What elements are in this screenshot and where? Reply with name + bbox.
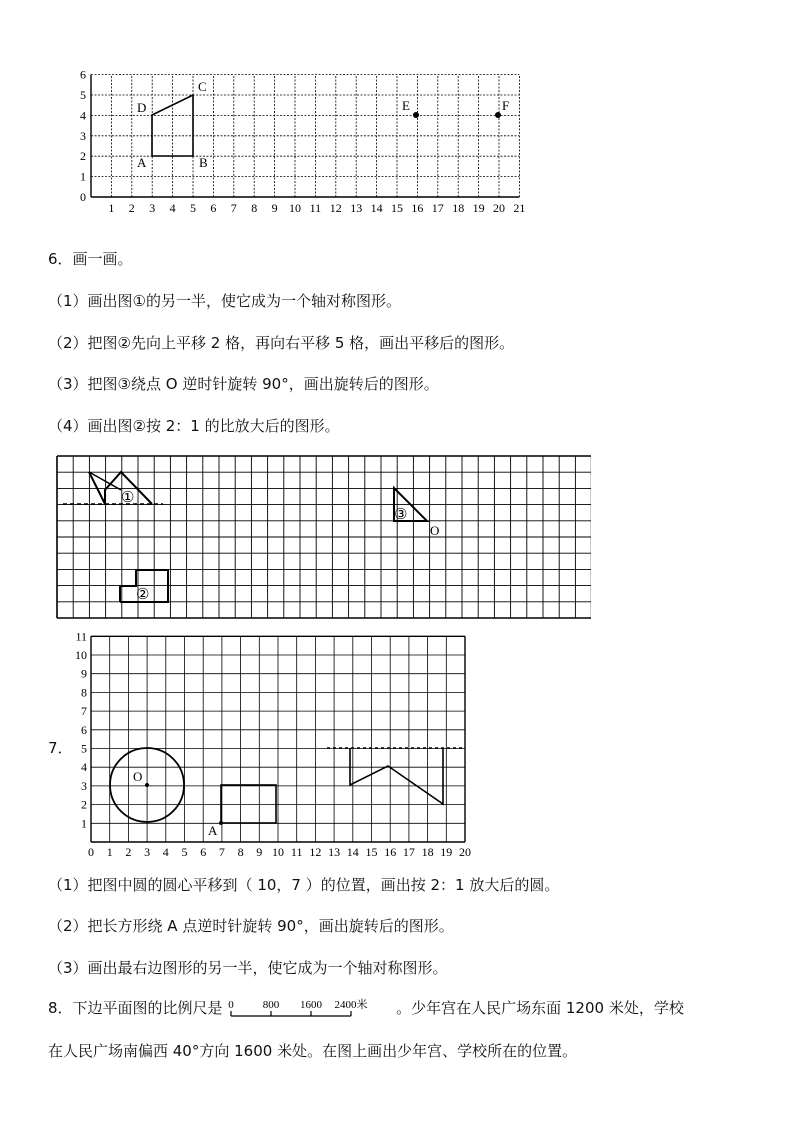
x-tick-label: 18: [421, 845, 434, 859]
y-tick-label: 11: [75, 630, 87, 644]
x-tick-label: 7: [218, 845, 225, 859]
y-tick-label: 1: [80, 169, 86, 184]
x-tick-label: 3: [149, 201, 156, 215]
shape-2-label: ②: [136, 587, 150, 603]
point-a-label: A: [208, 823, 218, 838]
y-tick-label: 6: [80, 67, 86, 82]
q7-item-1: （1）把图中圆的圆心平移到（ 10，7 ）的位置，画出按 2：1 放大后的圆。: [48, 876, 560, 894]
q6-item-4: （4）画出图②按 2：1 的比放大后的图形。: [48, 417, 340, 435]
x-tick-label: 9: [256, 845, 263, 859]
x-tick-label: 20: [459, 845, 471, 859]
y-tick-label: 1: [81, 816, 87, 831]
x-tick-label: 13: [350, 201, 363, 215]
scale-label: 800: [263, 998, 280, 1011]
shape-3-label: ③: [394, 507, 408, 523]
x-tick-label: 11: [309, 201, 322, 215]
x-tick-label: 16: [411, 201, 424, 215]
q6-item-1: （1）画出图①的另一半，使它成为一个轴对称图形。: [48, 292, 401, 310]
label-a: A: [137, 155, 147, 170]
x-tick-label: 13: [328, 845, 341, 859]
x-tick-label: 12: [329, 201, 342, 215]
x-tick-label: 4: [162, 845, 169, 859]
x-tick-label: 17: [402, 845, 415, 859]
y-tick-label: 8: [81, 685, 87, 700]
x-tick-label: 12: [309, 845, 322, 859]
scale-bar: [227, 998, 391, 1020]
scale-label: 1600: [300, 998, 323, 1011]
q6-item-2: （2）把图②先向上平移 2 格，再向右平移 5 格，画出平移后的图形。: [48, 334, 515, 352]
x-tick-label: 17: [431, 201, 444, 215]
y-tick-label: 4: [81, 760, 87, 775]
scale-label: 2400米: [334, 998, 368, 1011]
label-c: C: [198, 79, 207, 94]
x-tick-label: 1: [108, 201, 115, 215]
x-tick-label: 14: [346, 845, 359, 859]
x-tick-label: 19: [440, 845, 453, 859]
x-tick-label: 15: [391, 201, 403, 215]
x-tick-label: 8: [237, 845, 244, 859]
q7-item-2: （2）把长方形绕 A 点逆时针旋转 90°，画出旋转后的图形。: [48, 917, 454, 935]
x-tick-label: 10: [289, 201, 301, 215]
label-b: B: [199, 155, 208, 170]
q8-line-2: 在人民广场南偏西 40°方向 1600 米处。在图上画出少年宫、学校所在的位置。: [48, 1042, 578, 1060]
scale-label: 0: [228, 998, 235, 1011]
y-tick-label: 9: [81, 666, 87, 681]
x-tick-label: 19: [472, 201, 485, 215]
shape-1-label: ①: [121, 490, 135, 506]
point-a: [219, 821, 223, 825]
q8-line-1: [48, 997, 684, 1020]
y-tick-label: 5: [80, 88, 86, 102]
q7-item-3: （3）画出最右边图形的另一半，使它成为一个轴对称图形。: [48, 959, 448, 977]
x-tick-label: 8: [251, 201, 258, 215]
x-tick-label: 15: [365, 845, 378, 859]
y-tick-label: 0: [80, 190, 86, 204]
y-tick-label: 6: [81, 722, 87, 737]
x-tick-label: 7: [230, 201, 237, 215]
q6-item-3: （3）把图③绕点 O 逆时针旋转 90°，画出旋转后的图形。: [48, 375, 439, 393]
x-tick-label: 11: [290, 845, 303, 859]
y-tick-label: 10: [75, 648, 87, 662]
coordinate-grid-1: [70, 64, 540, 220]
grid-lines: [91, 75, 519, 197]
point-o-label: O: [430, 523, 440, 538]
grid-lines: [91, 636, 465, 842]
x-tick-label: 6: [200, 845, 207, 859]
point-e: [413, 112, 419, 118]
tick-labels: [75, 630, 471, 859]
label-d: D: [137, 100, 147, 115]
center-o-label: O: [133, 769, 143, 784]
x-tick-label: 21: [513, 201, 526, 215]
center-o: [145, 783, 149, 787]
rectangle: [221, 785, 276, 823]
label-e: E: [402, 98, 410, 113]
q6-grid: [55, 454, 591, 622]
x-tick-label: 14: [370, 201, 383, 215]
x-tick-label: 20: [493, 201, 505, 215]
q8-prefix: 8．下边平面图的比例尺是: [48, 999, 223, 1017]
q6-title: 6．画一画。: [48, 250, 133, 268]
point-f: [495, 112, 501, 118]
coordinate-grid-7: [70, 630, 480, 862]
x-tick-label: 6: [210, 201, 217, 215]
x-tick-label: 18: [452, 201, 465, 215]
y-tick-label: 5: [81, 741, 87, 756]
label-f: F: [502, 98, 510, 113]
x-tick-label: 0: [88, 845, 94, 859]
half-shape: [350, 748, 443, 804]
x-tick-label: 2: [125, 845, 132, 859]
y-tick-label: 4: [80, 108, 86, 123]
q8-suffix: 。少年宫在人民广场东面 1200 米处，学校: [396, 999, 684, 1017]
x-tick-label: 1: [106, 845, 113, 859]
x-tick-label: 3: [144, 845, 151, 859]
y-tick-label: 3: [81, 778, 87, 793]
x-tick-label: 5: [190, 201, 196, 215]
x-tick-label: 16: [384, 845, 397, 859]
x-tick-label: 9: [271, 201, 278, 215]
x-tick-label: 2: [128, 201, 135, 215]
y-tick-label: 7: [81, 704, 87, 719]
y-tick-label: 3: [80, 128, 86, 143]
x-tick-label: 5: [181, 845, 188, 859]
x-tick-label: 4: [169, 201, 176, 215]
y-tick-label: 2: [81, 797, 87, 812]
q7-number: 7．: [48, 739, 73, 757]
x-tick-label: 10: [272, 845, 284, 859]
y-tick-label: 2: [80, 149, 86, 164]
